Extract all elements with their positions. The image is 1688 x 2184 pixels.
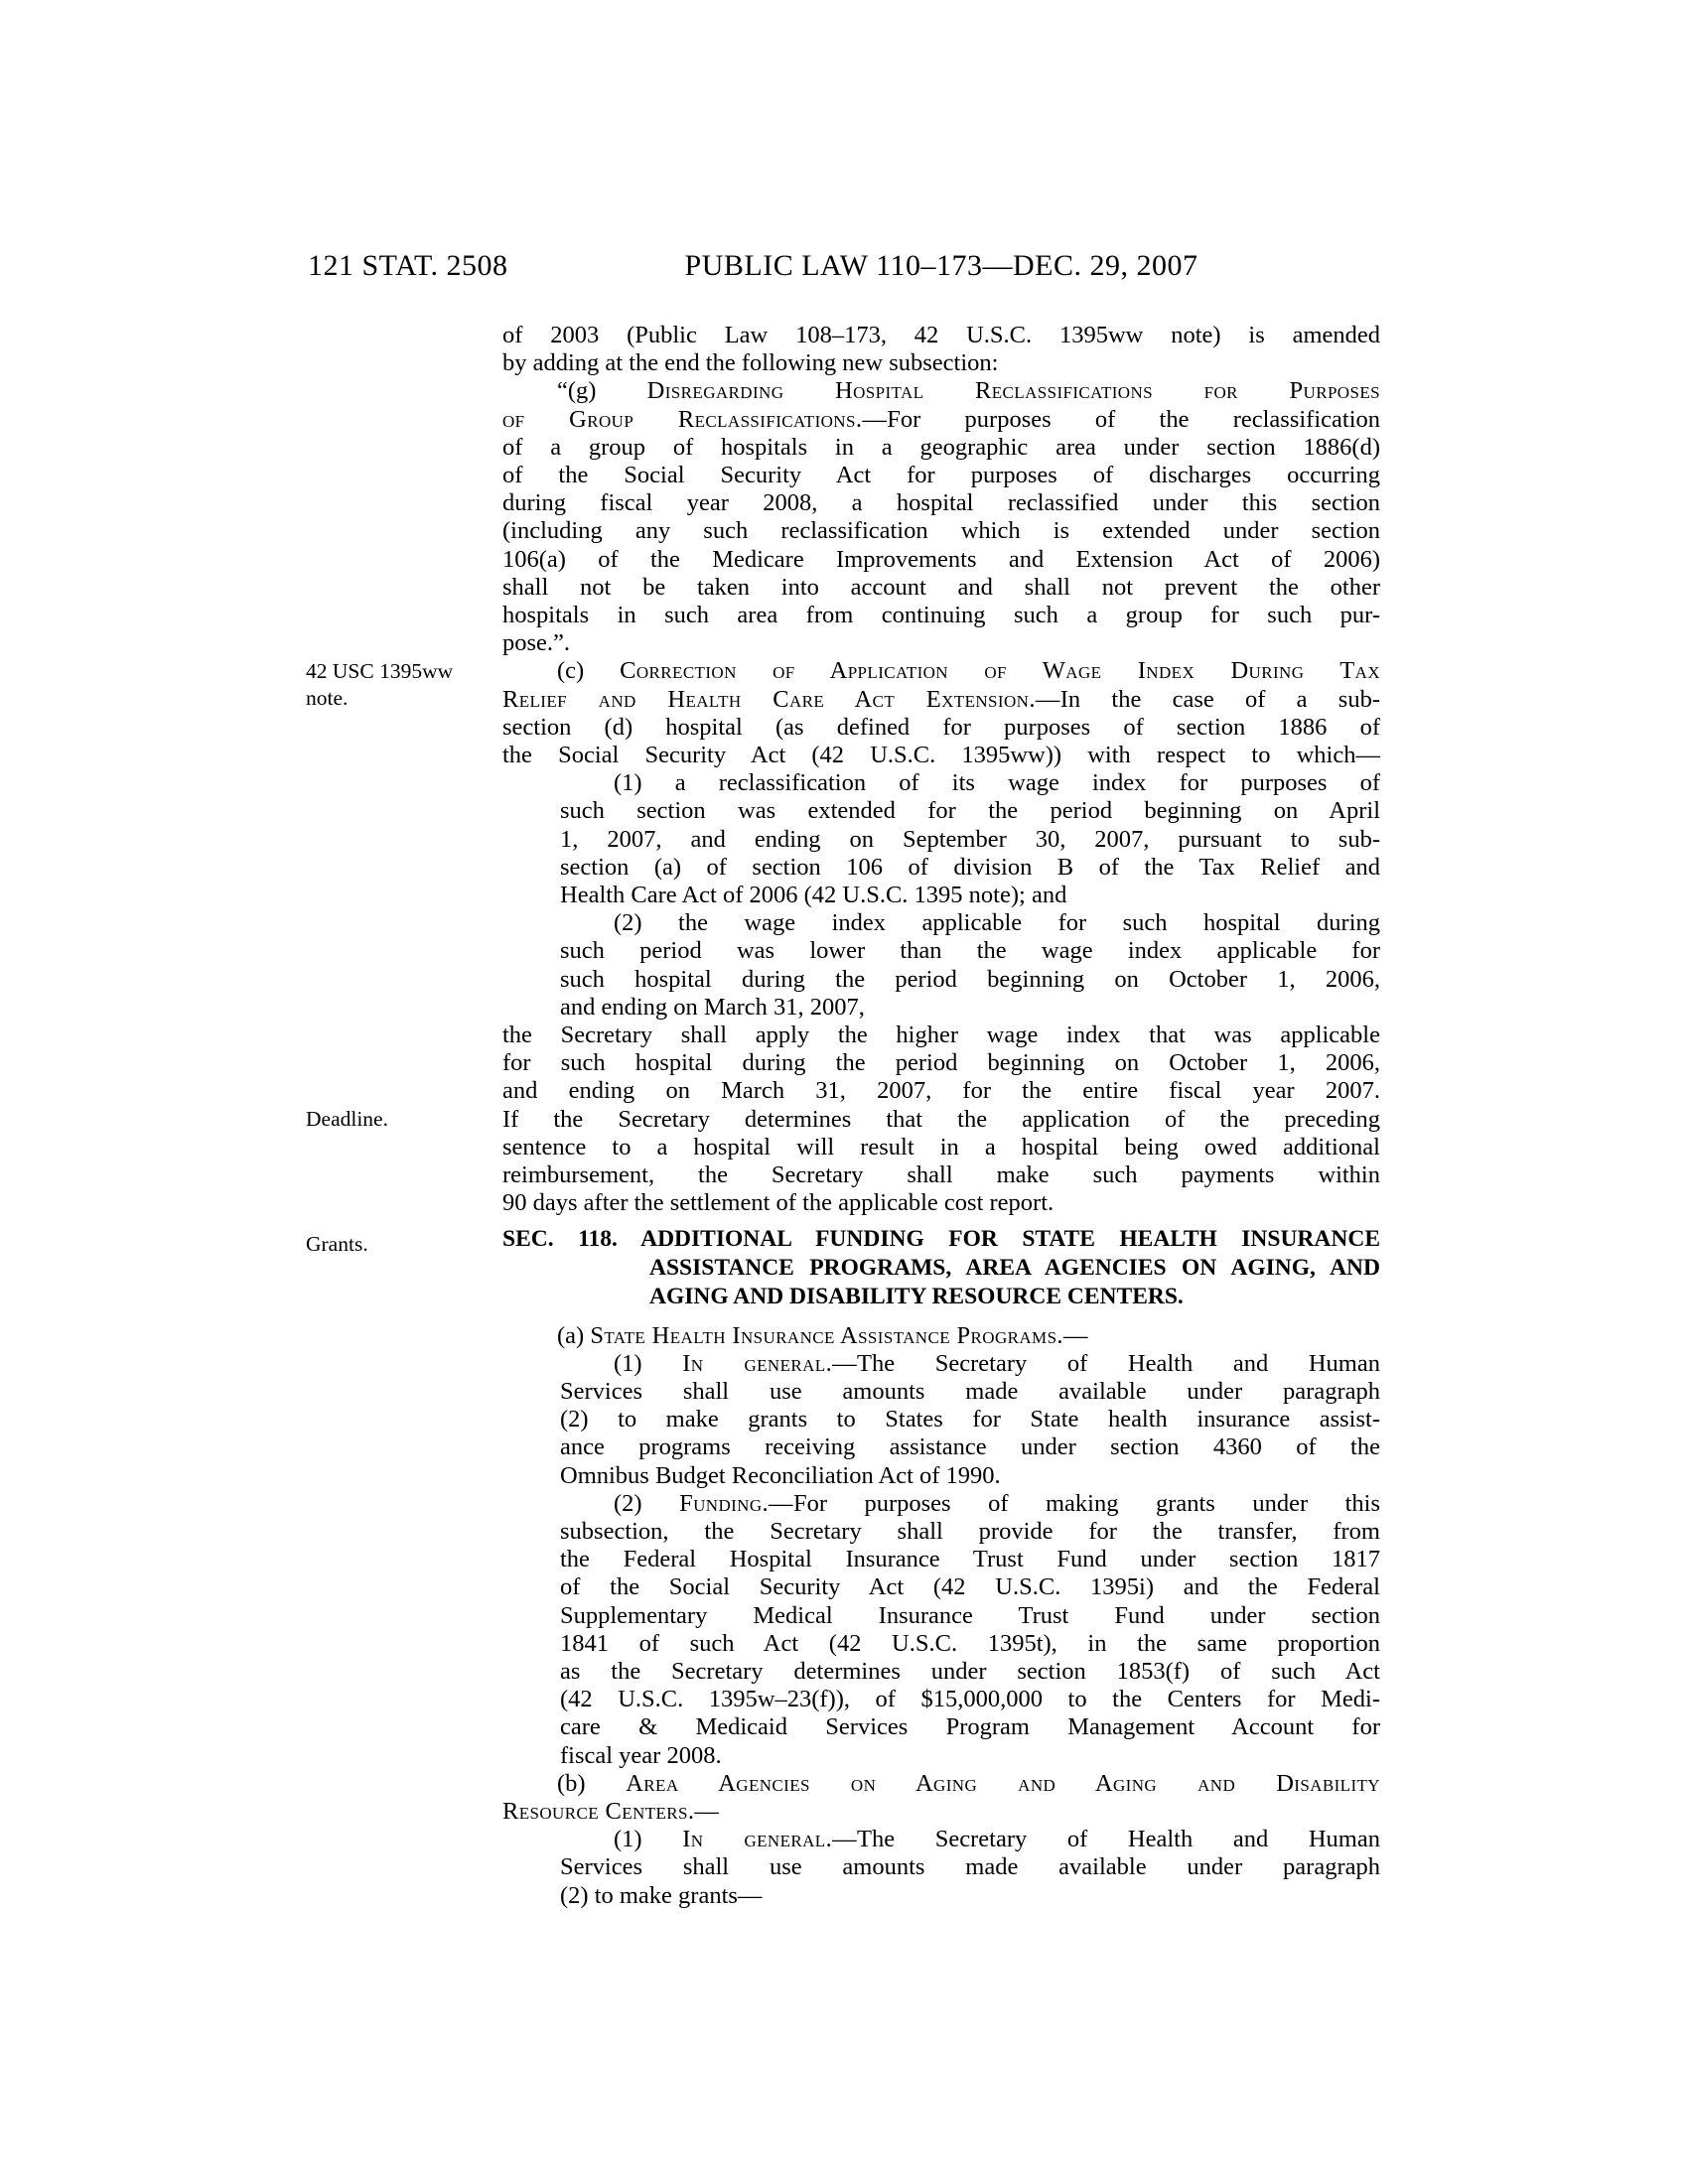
text-line — [502, 1433, 1380, 1461]
text-run: section (d) hospital (as defined for purposes of section 1886 of — [502, 713, 1380, 741]
small-caps-run: Area Agencies on Aging and Aging and Disability — [626, 1769, 1380, 1797]
text-run: If the Secretary determines that the application of the preceding — [502, 1105, 1380, 1133]
public-law-running-head: PUBLIC LAW 110–173—DEC. 29, 2007 — [684, 249, 1198, 282]
text-run: 1841 of such Act (42 U.S.C. 1395t), in the same proportion — [560, 1629, 1380, 1657]
small-caps-run: Funding.— — [679, 1489, 793, 1517]
text-line — [502, 1853, 1380, 1881]
text-line — [502, 574, 1380, 602]
text-line — [502, 406, 1380, 434]
text-line — [502, 686, 1380, 714]
small-caps-run: of Group Reclassifications.— — [502, 405, 888, 433]
text-line — [502, 657, 1380, 685]
text-line — [502, 489, 1380, 517]
statute-paragraph — [502, 322, 1380, 377]
text-line — [502, 1283, 1380, 1311]
small-caps-run: Disregarding Hospital Reclassifications for Purposes — [646, 377, 1380, 405]
text-run: SEC. 118. ADDITIONAL FUNDING FOR STATE HEALTH INSURANCE — [502, 1225, 1380, 1252]
text-run: of a group of hospitals in a geographic area under section 1886(d) — [502, 433, 1380, 461]
text-line — [502, 1406, 1380, 1433]
text-line — [502, 1106, 1380, 1134]
small-caps-run: Correction of Application of Wage Index During Tax — [620, 657, 1380, 685]
small-caps-run: In general.— — [682, 1826, 858, 1853]
text-run: such period was lower than the wage index applicable for — [560, 937, 1380, 965]
text-run: shall not be taken into account and shall not prevent the other — [502, 573, 1380, 601]
text-line — [502, 1630, 1380, 1658]
text-line — [502, 349, 1380, 377]
text-run: For purposes of the reclassification — [887, 405, 1380, 433]
text-run: (2) — [614, 1489, 680, 1517]
text-run: reimbursement, the Secretary shall make such payments within — [502, 1161, 1380, 1189]
statute-text-column — [502, 322, 1380, 1910]
text-run: (1) — [614, 1349, 683, 1377]
text-run: and ending on March 31, 2007, — [560, 993, 865, 1021]
statute-paragraph — [502, 769, 1380, 909]
text-run: 1, 2007, and ending on September 30, 2007, pursuant to sub- — [560, 825, 1380, 853]
statute-paragraph — [502, 657, 1380, 769]
text-line — [502, 1490, 1380, 1518]
margin-note-deadline — [306, 1106, 494, 1133]
margin-note-line: note. — [306, 685, 349, 710]
text-line — [502, 1322, 1380, 1350]
text-run: (42 U.S.C. 1395w–23(f)), of $15,000,000 to the Centers for Medi- — [560, 1686, 1380, 1713]
text-line — [502, 966, 1380, 994]
text-run: fiscal year 2008. — [560, 1741, 722, 1769]
text-line — [502, 1378, 1380, 1406]
margin-note-grants — [306, 1231, 494, 1258]
text-run: hospitals in such area from continuing such a group for such pur- — [502, 602, 1380, 629]
text-line — [502, 1254, 1380, 1283]
statute-paragraph — [502, 1826, 1380, 1910]
statute-paragraph — [502, 1490, 1380, 1770]
text-line — [502, 1350, 1380, 1378]
statute-paragraph — [502, 909, 1380, 1022]
text-line — [502, 769, 1380, 797]
text-run: Omnibus Budget Reconciliation Act of 1990. — [560, 1461, 1001, 1489]
text-run: pose.”. — [502, 629, 571, 657]
small-caps-run: Resource Centers.— — [502, 1797, 720, 1825]
text-line — [502, 1462, 1380, 1490]
text-run: and ending on March 31, 2007, for the entire fiscal year 2007. — [502, 1077, 1380, 1105]
text-line — [502, 826, 1380, 854]
text-run: 90 days after the settlement of the applicable cost report. — [502, 1189, 1055, 1217]
text-run: ance programs receiving assistance under section 4360 of the — [560, 1433, 1380, 1461]
margin-note-usc-citation — [306, 658, 494, 711]
text-line — [502, 1022, 1380, 1049]
statute-paragraph — [502, 377, 1380, 657]
text-line — [502, 322, 1380, 349]
text-run: by adding at the end the following new subsection: — [502, 349, 999, 377]
text-line — [502, 1798, 1380, 1826]
text-line — [502, 854, 1380, 882]
text-line — [502, 994, 1380, 1022]
text-line — [502, 1134, 1380, 1161]
text-line — [502, 797, 1380, 825]
small-caps-run: In general.— — [682, 1349, 858, 1377]
statute-paragraph — [502, 1322, 1380, 1350]
margin-note-line: Grants. — [306, 1232, 368, 1256]
text-run: The Secretary of Health and Human — [857, 1826, 1380, 1853]
text-line — [502, 434, 1380, 462]
text-run: of 2003 (Public Law 108–173, 42 U.S.C. 1395ww note) is amended — [502, 322, 1380, 348]
text-line — [502, 1518, 1380, 1546]
text-line — [502, 1049, 1380, 1077]
text-run: (2) to make grants— — [560, 1881, 763, 1909]
text-run: The Secretary of Health and Human — [857, 1349, 1380, 1377]
text-line — [502, 1225, 1380, 1254]
text-line — [502, 517, 1380, 545]
text-run: Health Care Act of 2006 (42 U.S.C. 1395 note); and — [560, 882, 1067, 909]
text-run: (2) to make grants to States for State health insurance assist- — [560, 1406, 1380, 1433]
text-line — [502, 1882, 1380, 1910]
text-run: such hospital during the period beginning on October 1, 2006, — [560, 965, 1380, 993]
text-line — [502, 1826, 1380, 1853]
text-line — [502, 1742, 1380, 1770]
text-line — [502, 1686, 1380, 1713]
text-run: “(g) — [557, 377, 647, 405]
text-run: (1) a reclassification of its wage index for purposes of — [614, 769, 1380, 797]
text-run: for such hospital during the period beginning on October 1, 2006, — [502, 1049, 1380, 1077]
text-line — [502, 937, 1380, 965]
text-run: In the case of a sub- — [1059, 685, 1380, 713]
margin-note-line: 42 USC 1395ww — [306, 659, 454, 683]
small-caps-run: State Health Insurance Assistance Programs.— — [590, 1321, 1088, 1349]
text-run: of the Social Security Act for purposes of discharges occurring — [502, 462, 1380, 489]
text-line — [502, 546, 1380, 574]
text-run: (c) — [557, 657, 621, 685]
text-run: 106(a) of the Medicare Improvements and Extension Act of 2006) — [502, 545, 1380, 573]
text-run: (2) the wage index applicable for such hospital during — [614, 909, 1380, 937]
text-run: (b) — [557, 1769, 627, 1797]
text-line — [502, 1077, 1380, 1105]
text-line — [502, 1658, 1380, 1686]
text-run: the Social Security Act (42 U.S.C. 1395ww)) with respect to which— — [502, 742, 1380, 769]
text-line — [502, 1546, 1380, 1573]
statute-paragraph — [502, 1350, 1380, 1490]
text-run: the Federal Hospital Insurance Trust Fund under section 1817 — [560, 1546, 1380, 1573]
text-run: the Secretary shall apply the higher wage index that was applicable — [502, 1022, 1380, 1049]
text-line — [502, 1189, 1380, 1217]
text-run: of the Social Security Act (42 U.S.C. 1395i) and the Federal — [560, 1573, 1380, 1601]
text-line — [502, 1573, 1380, 1601]
text-run: AGING AND DISABILITY RESOURCE CENTERS. — [649, 1283, 1184, 1309]
text-run: For purposes of making grants under this — [792, 1489, 1380, 1517]
text-run: Supplementary Medical Insurance Trust Fund under section — [560, 1601, 1380, 1629]
small-caps-run: Relief and Health Care Act Extension.— — [502, 685, 1060, 713]
text-line — [502, 1161, 1380, 1189]
text-line — [502, 462, 1380, 489]
text-line — [502, 909, 1380, 937]
statutes-page-number: 121 STAT. 2508 — [308, 249, 508, 282]
text-run: care & Medicaid Services Program Management Account for — [560, 1713, 1380, 1741]
text-run: Services shall use amounts made available under paragraph — [560, 1377, 1380, 1405]
text-run: section (a) of section 106 of division B of the Tax Relief and — [560, 853, 1380, 881]
statute-paragraph — [502, 1770, 1380, 1826]
text-run: Services shall use amounts made available under paragraph — [560, 1853, 1380, 1881]
statute-paragraph — [502, 1022, 1380, 1217]
section-heading — [502, 1225, 1380, 1311]
text-line — [502, 714, 1380, 742]
text-run: (1) — [614, 1826, 683, 1853]
text-line — [502, 1713, 1380, 1741]
text-run: such section was extended for the period beginning on April — [560, 797, 1380, 825]
text-run: subsection, the Secretary shall provide for the transfer, from — [560, 1517, 1380, 1545]
text-run: (a) — [557, 1321, 591, 1349]
text-line — [502, 1602, 1380, 1630]
text-line — [502, 377, 1380, 405]
text-line — [502, 602, 1380, 629]
text-run: during fiscal year 2008, a hospital reclassified under this section — [502, 489, 1380, 517]
text-run: as the Secretary determines under section 1853(f) of such Act — [560, 1657, 1380, 1685]
text-run: ASSISTANCE PROGRAMS, AREA AGENCIES ON AGING, AND — [649, 1254, 1380, 1281]
text-run: (including any such reclassification which is extended under section — [502, 517, 1380, 545]
text-line — [502, 629, 1380, 657]
margin-note-line: Deadline. — [306, 1107, 388, 1131]
text-run: sentence to a hospital will result in a hospital being owed additional — [502, 1133, 1380, 1160]
text-line — [502, 882, 1380, 909]
text-line — [502, 742, 1380, 769]
text-line — [502, 1770, 1380, 1798]
